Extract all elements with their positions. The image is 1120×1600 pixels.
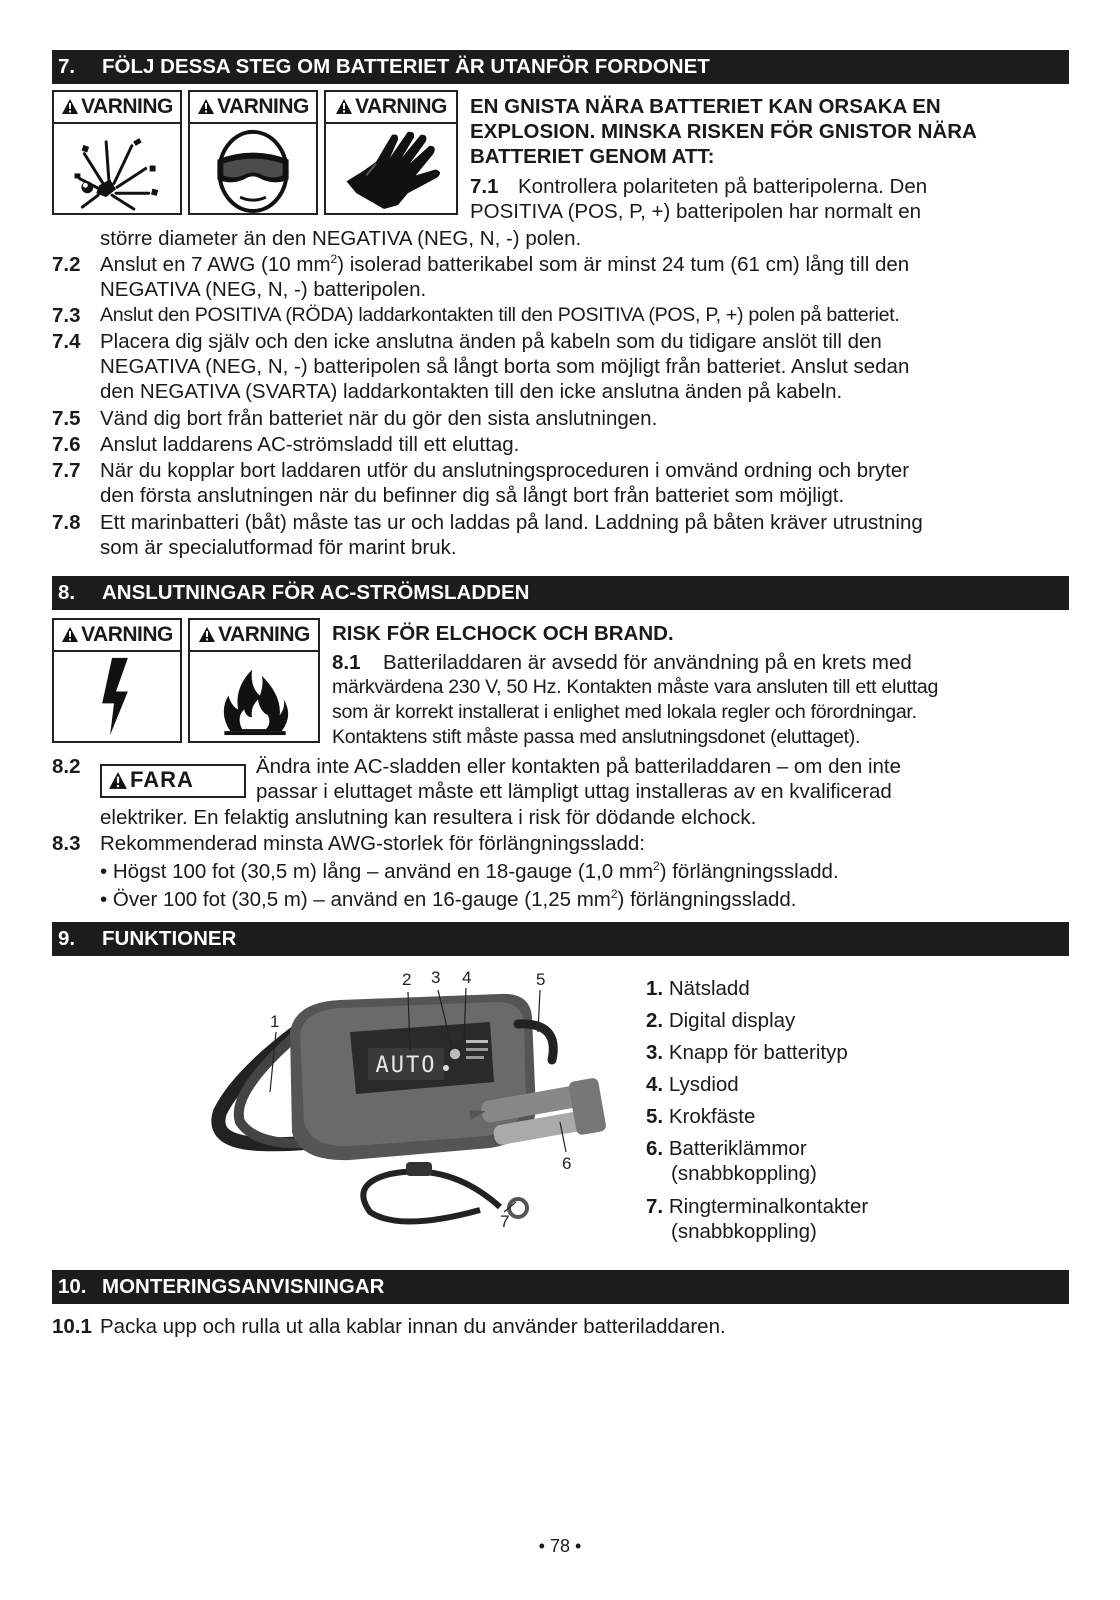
- callout-2: 2: [402, 970, 412, 989]
- step-text: Anslut en 7 AWG (10 $mm^2$) isolerad batterikabel som är minst 24 tum (61 cm) lång till den: [100, 252, 910, 276]
- warning-triangle-icon: [61, 98, 79, 115]
- hazard-heading-line: BATTERIET GENOM ATT:: [470, 145, 715, 168]
- step-number: 7.1: [470, 175, 499, 198]
- section-number: 9.: [58, 927, 76, 950]
- section-10-header: [52, 1270, 1069, 1304]
- section-title: ANSLUTNINGAR FÖR AC-STRÖMSLADDEN: [102, 581, 530, 604]
- warning-header: [54, 620, 180, 652]
- bullet-item: • Över 100 fot (30,5 m) – använd en 16-gauge (1,25 $mm^2$) förlängningssladd.: [100, 887, 797, 911]
- step-text: Anslut den POSITIVA (RÖDA) laddarkontakten till den POSITIVA (POS, P, +) polen på batteriet.: [100, 304, 900, 326]
- section-title: MONTERINGSANVISNINGAR: [102, 1275, 385, 1298]
- warning-triangle-icon: [335, 98, 353, 115]
- electric-shock-icon: [54, 652, 180, 741]
- page-number: • 78 •: [538, 1536, 582, 1556]
- warning-box-shock: [52, 618, 182, 743]
- list-item: 6. Batteriklämmor (snabbkoppling): [646, 1137, 817, 1185]
- step-number: 8.2: [52, 755, 81, 778]
- bullet-item: • Högst 100 fot (30,5 m) lång – använd en 18-gauge (1,0 $mm^2$) förlängningssladd.: [100, 859, 839, 883]
- callout-6: 6: [562, 1154, 572, 1173]
- step-text: Anslut laddarens AC-strömsladd till ett eluttag.: [100, 433, 520, 456]
- warning-header: [54, 92, 180, 124]
- warning-label: VARNING: [81, 95, 173, 118]
- step-text: elektriker. En felaktig anslutning kan resultera i risk för dödande elchock.: [100, 806, 757, 829]
- section-title: FUNKTIONER: [102, 927, 237, 950]
- step-text: märkvärdena 230 V, 50 Hz. Kontakten måste vara ansluten till ett eluttag: [332, 676, 939, 698]
- section-title: FÖLJ DESSA STEG OM BATTERIET ÄR UTANFÖR FORDONET: [102, 55, 710, 78]
- hazard-heading-line: EN GNISTA NÄRA BATTERIET KAN ORSAKA EN: [470, 95, 941, 118]
- list-item: 7. Ringterminalkontakter (snabbkoppling): [646, 1195, 869, 1243]
- hazard-heading: [470, 94, 977, 169]
- section-7-header: [52, 50, 1069, 84]
- callout-7: 7: [500, 1212, 510, 1231]
- hazard-heading-line: EXPLOSION. MINSKA RISKEN FÖR GNISTOR NÄRA: [470, 120, 977, 143]
- parts-list: [646, 976, 868, 1252]
- step-text: Kontrollera polariteten på batteripolerna. Den: [518, 175, 928, 198]
- callout-3: 3: [431, 968, 441, 987]
- step-text: Packa upp och rulla ut alla kablar innan du använder batteriladdaren.: [100, 1315, 726, 1338]
- step-text: Ett marinbatteri (båt) måste tas ur och laddas på land. Laddning på båten kräver utrustning: [100, 511, 923, 534]
- warning-box-explosion: [52, 90, 182, 215]
- section-8-header: [52, 576, 1069, 610]
- step-text: Ändra inte AC-sladden eller kontakten på batteriladdaren – om den inte: [256, 755, 902, 778]
- fire-icon: [190, 652, 318, 741]
- warning-label: VARNING: [81, 623, 173, 646]
- safety-goggles-icon: [190, 124, 316, 213]
- list-item: 2. Digital display: [646, 1009, 796, 1032]
- warning-header: [190, 92, 316, 124]
- step-number: 8.1: [332, 651, 361, 674]
- step-number: 7.3: [52, 304, 81, 327]
- step-text: POSITIVA (POS, P, +) batteripolen har normalt en: [470, 200, 922, 223]
- step-number: 7.7: [52, 459, 81, 482]
- step-number: 7.5: [52, 407, 81, 430]
- step-text: Rekommenderad minsta AWG-storlek för förlängningssladd:: [100, 832, 646, 855]
- protective-glove-icon: [326, 124, 456, 213]
- danger-text: FARA: [130, 767, 194, 792]
- list-item: 4. Lysdiod: [646, 1073, 739, 1096]
- warning-triangle-icon: [197, 98, 215, 115]
- section-number: 8.: [58, 581, 76, 604]
- step-text: Kontaktens stift måste passa med anslutningsdonet (eluttaget).: [332, 726, 861, 748]
- warning-label: VARNING: [355, 95, 447, 118]
- callout-4: 4: [462, 968, 472, 987]
- list-item: 1. Nätsladd: [646, 977, 750, 1000]
- warning-box-glove: [324, 90, 458, 215]
- warning-label: VARNING: [217, 95, 309, 118]
- warning-header: [326, 92, 456, 124]
- step-text: som är specialutformad för marint bruk.: [100, 536, 457, 559]
- display-readout: AUTO: [375, 1053, 437, 1078]
- step-text: Placera dig själv och den icke anslutna änden på kabeln som du tidigare anslöt till den: [100, 330, 882, 353]
- section-9-header: [52, 922, 1069, 956]
- list-item: 5. Krokfäste: [646, 1105, 756, 1128]
- warning-triangle-icon: [61, 626, 79, 643]
- danger-label: [100, 764, 246, 798]
- step-number: 7.2: [52, 253, 81, 276]
- step-text: Batteriladdaren är avsedd för användning på en krets med: [383, 651, 912, 674]
- step-text: större diameter än den NEGATIVA (NEG, N, -) polen.: [100, 227, 582, 250]
- step-text: NEGATIVA (NEG, N, -) batteripolen så långt borta som möjligt från batteriet. Anslut sedan: [100, 355, 910, 378]
- step-text: passar i eluttaget måste ett lämpligt uttag installeras av en kvalificerad: [256, 780, 892, 803]
- step-number: 8.3: [52, 832, 81, 855]
- step-number: 7.4: [52, 330, 81, 353]
- charger-illustration: [200, 962, 630, 1252]
- explosion-icon: [54, 124, 180, 213]
- callout-5: 5: [536, 970, 546, 989]
- step-text: När du kopplar bort laddaren utför du anslutningsproceduren i omvänd ordning och bryter: [100, 459, 910, 482]
- danger-triangle-icon: [108, 771, 128, 790]
- warning-label: VARNING: [218, 623, 310, 646]
- step-text: Vänd dig bort från batteriet när du gör den sista anslutningen.: [100, 407, 658, 430]
- warning-triangle-icon: [198, 626, 216, 643]
- battery-type-button: [449, 1048, 461, 1060]
- step-text: den första anslutningen när du befinner dig så långt bort från batteriet som möjligt.: [100, 484, 845, 507]
- step-text: som är korrekt installerat i enlighet med lokala regler och förordningar.: [332, 701, 917, 723]
- hazard-heading: RISK FÖR ELCHOCK OCH BRAND.: [332, 622, 674, 645]
- step-text: den NEGATIVA (SVARTA) laddarkontakten till den icke anslutna änden på kabeln.: [100, 380, 843, 403]
- step-text: NEGATIVA (NEG, N, -) batteripolen.: [100, 278, 427, 301]
- step-number: 7.6: [52, 433, 81, 456]
- section-number: 7.: [58, 55, 76, 78]
- section-number: 10.: [58, 1275, 87, 1298]
- warning-box-fire: [188, 618, 320, 743]
- step-number: 7.8: [52, 511, 81, 534]
- list-item: 3. Knapp för batterityp: [646, 1041, 848, 1064]
- step-number: 10.1: [52, 1315, 92, 1338]
- warning-box-goggles: [188, 90, 318, 215]
- callout-1: 1: [270, 1012, 280, 1031]
- warning-header: [190, 620, 318, 652]
